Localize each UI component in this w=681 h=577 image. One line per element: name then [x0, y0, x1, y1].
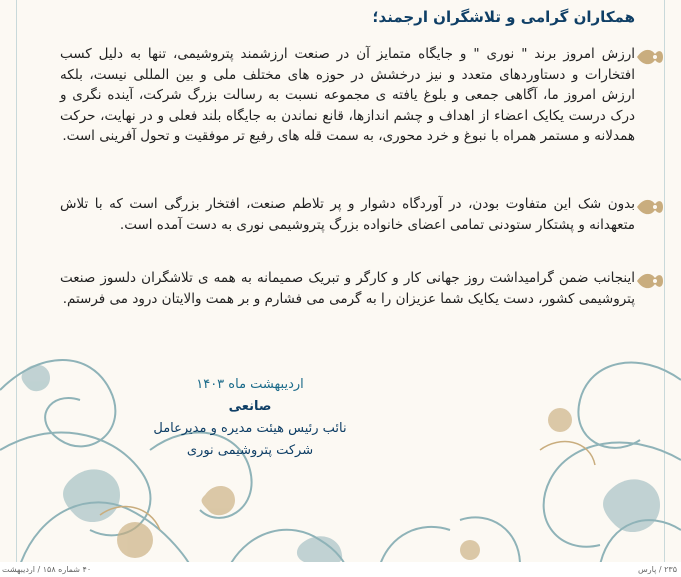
gold-arabesque-bullet-icon [635, 196, 665, 218]
gold-arabesque-bullet-icon [635, 46, 665, 68]
signature-date: اردیبهشت ماه ۱۴۰۳ [196, 377, 304, 392]
signature-position: نائب رئیس هیئت مدیره و مدیرعامل [153, 421, 347, 436]
page-footer [0, 562, 681, 577]
paragraph-1: ارزش امروز برند " نوری " و جایگاه متمایز آن در صنعت ارزشمند پتروشیمی، تنها به دلیل کسب افتخارات و دستاوردهای متعدد و نیز درخشش در حوزه های مختلف ملی و بین المللی نیست، بلکه ارزش امروز ما، آگاهی جمعی و بلوغ یافته ی مجموعه نسبت به رسالت بزرگ شرکت، آینده نگری و درک درست یکایک اعضاء از اهداف و چشم اندازها، قانع نماندن به جایگاه بلند فعلی و در نهایت، حرکت همدلانه و مستمر همراه با نبوغ و خرد محوری، به سمت قله های رفیع تر موفقیت و تحول آفرینی است. [60, 46, 635, 144]
signature-block [150, 374, 350, 462]
footer-issue-info: ۴۰ شماره ۱۵۸ / اردیبهشت [2, 565, 92, 574]
signature-name: صانعی [228, 399, 272, 414]
paragraph-2: بدون شک این متفاوت بودن، در آوردگاه دشوار و پر تلاطم صنعت، افتخار بزرگی است که با تلاش متعهدانه و پشتکار ستودنی تمامی اعضای خانواده بزرگ پتروشیمی نوری به دست آمده است. [60, 196, 635, 233]
paragraph-3: اینجانب ضمن گرامیداشت روز جهانی کار و کارگر و تبریک صمیمانه به همه ی تلاشگران دلسوز صنعت پتروشیمی کشور، دست یکایک شما عزیزان را به گرمی می فشارم و بر همت والایتان درود می فرستم. [60, 270, 635, 307]
gold-arabesque-bullet-icon [635, 270, 665, 292]
letter-title: همکاران گرامی و تلاشگران ارجمند؛ [372, 8, 635, 26]
signature-company: شرکت پتروشیمی نوری [186, 443, 314, 458]
footer-page-info: ۲۳۵ / پارس [638, 565, 677, 574]
